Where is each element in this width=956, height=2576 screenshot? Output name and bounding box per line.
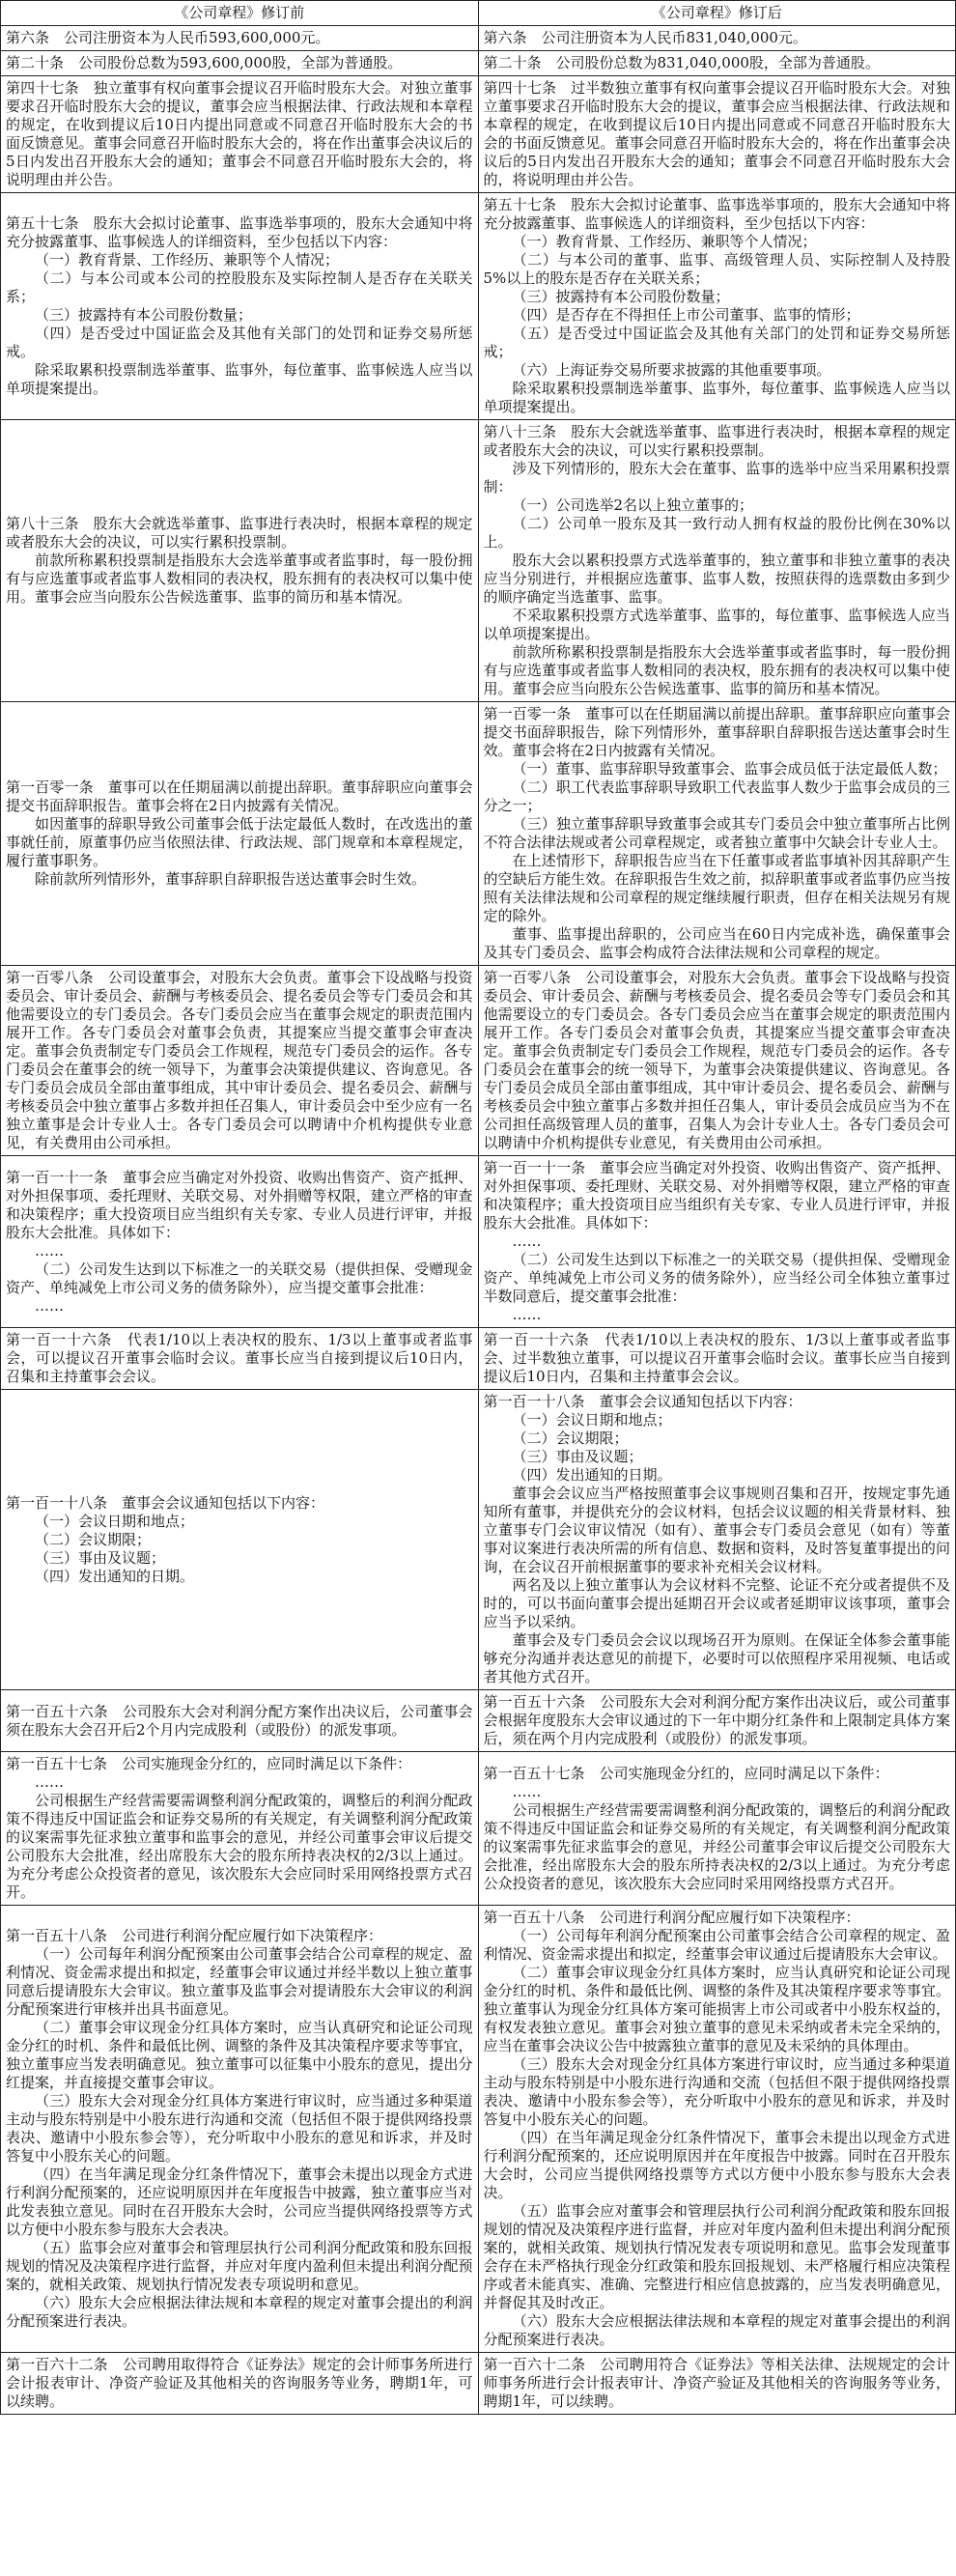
comparison-row — [1, 26, 956, 51]
clause-paragraph: 除采取累积投票制选举董事、监事外，每位董事、监事候选人应当以单项提案提出。 — [483, 380, 950, 415]
clause-paragraph: 第一百一十一条 董事会应当确定对外投资、收购出售资产、资产抵押、对外担保事项、委托理财、关联交易、对外捐赠等权限，建立严格的审查和决策程序；重大投资项目应当组织有关专家、专业人员进行评审，并报股东大会批准。具体如下： — [483, 1159, 950, 1231]
clause-paragraph: 两名及以上独立董事认为会议材料不完整、论证不充分或者提供不及时的，可以书面向董事会提出延期召开会议或者延期审议该事项，董事会应当予以采纳。 — [483, 1576, 950, 1630]
clause-paragraph: （三）披露持有本公司股份数量； — [35, 306, 253, 324]
clause-paragraph: （五）监事会应对董事会和管理层执行公司利润分配政策和股东回报规划的情况及决策程序进行监督，并应对年度内盈利但未提出利润分配预案的，就相关政策、规划执行情况发表专项说明和意见。监事会发现董事会存在未严格执行现金分红政策和股东回报规划、未严格履行相应决策程序或者未能真实、准确、完整进行相应信息披露的，应当发表明确意见，并督促其及时改正。 — [483, 2202, 950, 2311]
clause-paragraph: （四）在当年满足现金分红条件情况下，董事会未提出以现金方式进行利润分配预案的，还应说明原因并在年度报告中披露。同时在召开股东大会时，公司应当提供网络投票等方式以方便中小股东参与股东大会表决。 — [483, 2129, 950, 2201]
clause-paragraph: 第一百一十六条 代表1/10以上表决权的股东、1/3以上董事或者监事会、过半数独立董事，可以提议召开董事会临时会议。董事长应当自接到提议后10日内，召集和主持董事会会议。 — [483, 1331, 950, 1385]
clause-before-cell — [1, 966, 479, 1156]
header-row — [1, 1, 956, 26]
clause-paragraph: （四）发出通知的日期。 — [35, 1567, 195, 1585]
clause-paragraph: 第一百零一条 董事可以在任期届满以前提出辞职。董事辞职应向董事会提交书面辞职报告，除下列情形外，董事辞职自辞职报告送达董事会时生效。董事会将在2日内披露有关情况。 — [483, 705, 950, 759]
clause-paragraph: …… — [35, 1773, 64, 1791]
clause-before-cell — [1, 1752, 479, 1906]
clause-paragraph: 第一百五十八条 公司进行利润分配应履行如下决策程序： — [483, 1909, 860, 1926]
clause-paragraph: 第一百六十二条 公司聘用符合《证券法》等相关法律、法规规定的会计师事务所进行会计报表审计、净资产验证及其他相关的咨询服务等业务，聘期1年，可以续聘。 — [483, 2356, 950, 2410]
clause-paragraph: （三）披露持有本公司股份数量； — [512, 288, 730, 305]
comparison-row — [1, 966, 956, 1156]
clause-paragraph: （一）公司选举2名以上独立董事的； — [512, 496, 754, 514]
clause-paragraph: （二）与本公司或本公司的控股股东及实际控制人是否存在关联关系； — [6, 269, 473, 305]
clause-before-cell — [1, 76, 479, 193]
clause-paragraph: 第六条 公司注册资本为人民币831,040,000元。 — [483, 29, 807, 46]
comparison-row — [1, 420, 956, 702]
clause-paragraph: （三）股东大会对现金分红具体方案进行审议时，应当通过多种渠道主动与股东特别是中小股东进行沟通和交流（包括但不限于提供网络投票表决、邀请中小股东参会等），充分听取中小股东的意见和诉求，并及时答复中小股东关心的问题。 — [483, 2055, 950, 2128]
clause-paragraph: （四）在当年满足现金分红条件情况下，董事会未提出以现金方式进行利润分配预案的，还应说明原因并在年度报告中披露，独立董事应当对此发表独立意见。同时在召开股东大会时，公司应当提供网络投票等方式以方便中小股东参与股东大会表决。 — [6, 2166, 473, 2238]
clause-paragraph: 第一百五十六条 公司股东大会对利润分配方案作出决议后，或公司董事会根据年度股东大会审议通过的下一年中期分红条件和上限制定具体方案后，须在两个月内完成股利（或股份）的派发事项。 — [483, 1693, 950, 1747]
clause-paragraph: （二）公司单一股东及其一致行动人拥有权益的股份比例在30%以上。 — [483, 515, 950, 551]
clause-paragraph: 除采取累积投票制选举董事、监事外，每位董事、监事候选人应当以单项提案提出。 — [6, 361, 473, 397]
clause-paragraph: …… — [35, 1296, 64, 1315]
clause-paragraph: 如因董事的辞职导致公司董事会低于法定最低人数时，在改选出的董事就任前，原董事仍应当依照法律、行政法规、部门规章和本章程规定，履行董事职务。 — [6, 815, 473, 869]
clause-paragraph: 在上述情形下，辞职报告应当在下任董事或者监事填补因其辞职产生的空缺后方能生效。在辞职报告生效之前，拟辞职董事或者监事仍应当按照有关法律法规和公司章程的规定继续履行职责，但存在相关法规另有规定的除外。 — [483, 852, 950, 924]
clause-after-cell — [478, 702, 956, 966]
clause-paragraph: （二）公司发生达到以下标准之一的关联交易（提供担保、受赠现金资产、单纯减免上市公司义务的债务除外），应当提交董事会批准： — [6, 1260, 473, 1296]
clause-before-cell — [1, 26, 479, 51]
clause-paragraph: （三）股东大会对现金分红具体方案进行审议时，应当通过多种渠道主动与股东特别是中小股东进行沟通和交流（包括但不限于提供网络投票表决、邀请中小股东参会等），充分听取中小股东的意见和诉求，并及时答复中小股东关心的问题。 — [6, 2092, 473, 2165]
clause-paragraph: 第八十三条 股东大会就选举董事、监事进行表决时，根据本章程的规定或者股东大会的决议，可以实行累积投票制。 — [6, 515, 473, 551]
clause-paragraph: （六）股东大会应根据法律法规和本章程的规定对董事会提出的利润分配预案进行表决。 — [483, 2312, 950, 2348]
clause-paragraph: 除前款所列情形外，董事辞职自辞职报告送达董事会时生效。 — [35, 870, 427, 888]
clause-after-cell — [478, 1390, 956, 1690]
clause-paragraph: 第四十七条 独立董事有权向董事会提议召开临时股东大会。对独立董事要求召开临时股东大会的提议，董事会应当根据法律、行政法规和本章程的规定，在收到提议后10日内提出同意或不同意召开临时股东大会的书面反馈意见。董事会同意召开临时股东大会的，将在作出董事会决议后的5日内发出召开股东大会的通知；董事会不同意召开临时股东大会的，将说明理由并公告。 — [6, 79, 473, 188]
clause-paragraph: 第一百零一条 董事可以在任期届满以前提出辞职。董事辞职应向董事会提交书面辞职报告。董事会将在2日内披露有关情况。 — [6, 778, 473, 814]
clause-after-cell — [478, 1156, 956, 1328]
clause-paragraph: 董事、监事提出辞职的，公司应当在60日内完成补选，确保董事会及其专门委员会、监事会构成符合法律法规和公司章程的规定。 — [483, 925, 950, 961]
clause-paragraph: （五）是否受过中国证监会及其他有关部门的处罚和证券交易所惩戒； — [483, 325, 950, 360]
clause-paragraph: （五）监事会应对董事会和管理层执行公司利润分配政策和股东回报规划的情况及决策程序进行监督，并应对年度内盈利但未提出利润分配预案的，就相关政策、规划执行情况发表专项说明和意见。 — [6, 2239, 473, 2293]
clause-paragraph: 第五十七条 股东大会拟讨论董事、监事选举事项的，股东大会通知中将充分披露董事、监事候选人的详细资料，至少包括以下内容： — [483, 196, 950, 232]
clause-paragraph: （三）事由及议题； — [35, 1548, 166, 1567]
comparison-row — [1, 2353, 956, 2415]
clause-after-cell — [478, 51, 956, 76]
clause-paragraph: 董事会及专门委员会会议以现场召开为原则。在保证全体参会董事能够充分沟通并表达意见的前提下，必要时可以依照程序采用视频、电话或者其他方式召开。 — [483, 1631, 950, 1685]
clause-paragraph: 第一百五十七条 公司实施现金分红的，应同时满足以下条件： — [483, 1764, 889, 1782]
clause-before-cell — [1, 2353, 479, 2415]
clause-before-cell — [1, 702, 479, 966]
clause-paragraph: 公司根据生产经营需要需调整利润分配政策的，调整后的利润分配政策不得违反中国证监会和证券交易所的有关规定，有关调整利润分配政策的议案需事先征求独立董事和监事会的意见，并经公司董事会审议后提交公司股东大会批准，经出席股东大会的股东所持表决权的2/3以上通过。为充分考虑公众投资者的意见，该次股东大会应同时采用网络投票方式召开。 — [6, 1792, 473, 1901]
comparison-row — [1, 1752, 956, 1906]
clause-paragraph: 第一百五十六条 公司股东大会对利润分配方案作出决议后，公司董事会须在股东大会召开后2个月内完成股利（或股份）的派发事项。 — [6, 1702, 473, 1739]
clause-paragraph: （一）教育背景、工作经历、兼职等个人情况； — [512, 233, 817, 250]
clause-paragraph: 第一百零八条 公司设董事会，对股东大会负责。董事会下设战略与投资委员会、审计委员会、薪酬与考核委员会、提名委员会等专门委员会和其他需要设立的专门委员会。各专门委员会应当在董事会规定的职责范围内展开工作。各专门委员会对董事会负责，其提案应当提交董事会审查决定。董事会负责制定专门委员会工作规程，规范专门委员会的运作。各专门委员会在董事会的统一领导下，为董事会决策提供建议、咨询意见。各专门委员会成员全部由董事组成，其中审计委员会、提名委员会、薪酬与考核委员会中独立董事占多数并担任召集人，审计委员会中至少应有一名独立董事是会计专业人士。各专门委员会可以聘请中介机构提供专业意见，有关费用由公司承担。 — [6, 969, 473, 1151]
comparison-row — [1, 51, 956, 76]
clause-paragraph: （二）会议期限； — [512, 1430, 629, 1447]
clause-paragraph: …… — [512, 1232, 542, 1250]
clause-paragraph: （二）与本公司的董事、监事、高级管理人员、实际控制人及持股5%以上的股东是否存在关联关系； — [483, 251, 950, 287]
clause-paragraph: 不采取累积投票方式选举董事、监事的，每位董事、监事候选人应当以单项提案提出。 — [483, 607, 950, 642]
clause-paragraph: 第六条 公司注册资本为人民币593,600,000元。 — [6, 29, 330, 46]
clause-paragraph: 第五十七条 股东大会拟讨论董事、监事选举事项的，股东大会通知中将充分披露董事、监事候选人的详细资料，至少包括以下内容： — [6, 214, 473, 250]
clause-before-cell — [1, 51, 479, 76]
clause-after-cell — [478, 1328, 956, 1390]
clause-paragraph: （二）董事会审议现金分红具体方案时，应当认真研究和论证公司现金分红的时机、条件和最低比例、调整的条件及其决策程序要求等事宜，独立董事应当发表明确意见。独立董事可以征集中小股东的意见，提出分红提案，并直接提交董事会审议。 — [6, 2019, 473, 2091]
clause-paragraph: （四）是否受过中国证监会及其他有关部门的处罚和证券交易所惩戒。 — [6, 325, 473, 360]
clause-before-cell — [1, 1328, 479, 1390]
clause-paragraph: 前款所称累积投票制是指股东大会选举董事或者监事时，每一股份拥有与应选董事或者监事人数相同的表决权，股东拥有的表决权可以集中使用。董事会应当向股东公告候选董事、监事的简历和基本情况。 — [483, 643, 950, 697]
clause-after-cell — [478, 1906, 956, 2353]
clause-paragraph: （一）公司每年利润分配预案由公司董事会结合公司章程的规定、盈利情况、资金需求提出和拟定，经董事会审议通过后提请股东大会审议。 — [483, 1927, 950, 1963]
header-before: 《公司章程》修订前 — [1, 1, 479, 26]
clause-paragraph: 涉及下列情形的，股东大会在董事、监事的选举中应当采用累积投票制： — [483, 460, 950, 495]
clause-after-cell — [478, 966, 956, 1156]
clause-paragraph: 第一百一十八条 董事会会议通知包括以下内容： — [483, 1393, 802, 1410]
clause-paragraph: （六）股东大会应根据法律法规和本章程的规定对董事会提出的利润分配预案进行表决。 — [6, 2294, 473, 2330]
clause-paragraph: （二）公司发生达到以下标准之一的关联交易（提供担保、受赠现金资产、单纯减免上市公司义务的债务除外），应当经公司全体独立董事过半数同意后，提交董事会批准： — [483, 1251, 950, 1305]
clause-after-cell — [478, 1752, 956, 1906]
clause-paragraph: 第四十七条 过半数独立董事有权向董事会提议召开临时股东大会。对独立董事要求召开临时股东大会的提议，董事会应当根据法律、行政法规和本章程的规定，在收到提议后10日内提出同意或不同意召开临时股东大会的书面反馈意见。董事会同意召开临时股东大会的，将在作出董事会决议后的5日内发出召开股东大会的通知；董事会不同意召开临时股东大会的，将说明理由并公告。 — [483, 79, 950, 188]
clause-paragraph: 第二十条 公司股份总数为593,600,000股，全部为普通股。 — [6, 54, 403, 71]
comparison-row — [1, 1390, 956, 1690]
clause-before-cell — [1, 1906, 479, 2353]
clause-paragraph: 第一百一十八条 董事会会议通知包括以下内容： — [6, 1493, 325, 1512]
clause-paragraph: …… — [512, 1306, 542, 1323]
clause-before-cell — [1, 1156, 479, 1328]
clause-after-cell — [478, 76, 956, 193]
clause-paragraph: （一）会议日期和地点； — [35, 1512, 195, 1530]
comparison-row — [1, 76, 956, 193]
comparison-row — [1, 702, 956, 966]
clause-paragraph: 第一百一十六条 代表1/10以上表决权的股东、1/3以上董事或者监事会，可以提议召开董事会临时会议。董事长应当自接到提议后10日内，召集和主持董事会会议。 — [6, 1331, 473, 1385]
clause-after-cell — [478, 1690, 956, 1752]
clause-paragraph: 第一百零八条 公司设董事会，对股东大会负责。董事会下设战略与投资委员会、审计委员会、薪酬与考核委员会、提名委员会等专门委员会和其他需要设立的专门委员会。各专门委员会应当在董事会规定的职责范围内展开工作。各专门委员会对董事会负责，其提案应当提交董事会审查决定。董事会负责制定专门委员会工作规程，规范专门委员会的运作。各专门委员会在董事会的统一领导下，为董事会决策提供建议、咨询意见。各专门委员会成员全部由董事组成，其中审计委员会、提名委员会、薪酬与考核委员会中独立董事占多数并担任召集人，审计委员会成员应当为不在公司担任高级管理人员的董事，召集人为会计专业人士。各专门委员会可以聘请中介机构提供专业意见，有关费用由公司承担。 — [483, 969, 950, 1151]
clause-paragraph: 董事会会议应当严格按照董事会议事规则召集和召开，按规定事先通知所有董事，并提供充分的会议材料，包括会议议题的相关背景材料、独立董事专门会议审议情况（如有）、董事会专门委员会意见（如有）等董事对议案进行表决所需的所有信息、数据和资料，及时答复董事提出的问询，在会议召开前根据董事的要求补充相关会议材料。 — [483, 1485, 950, 1575]
clause-paragraph: …… — [35, 1241, 64, 1260]
clause-paragraph: 第一百六十二条 公司聘用取得符合《证券法》规定的会计师事务所进行会计报表审计、净资产验证及其他相关的咨询服务等业务，聘期1年，可以续聘。 — [6, 2356, 473, 2410]
comparison-row — [1, 1156, 956, 1328]
clause-paragraph: 第一百五十八条 公司进行利润分配应履行如下决策程序： — [6, 1927, 383, 1944]
clause-paragraph: 第八十三条 股东大会就选举董事、监事进行表决时，根据本章程的规定或者股东大会的决议，可以实行累积投票制。 — [483, 423, 950, 459]
clause-paragraph: （四）发出通知的日期。 — [512, 1466, 672, 1484]
clause-paragraph: 公司根据生产经营需要需调整利润分配政策的，调整后的利润分配政策不得违反中国证监会和证券交易所的有关规定，有关调整利润分配政策的议案需事先征求监事会的意见，并经公司董事会审议后提交公司股东大会批准，经出席股东大会的股东所持表决权的2/3以上通过。为充分考虑公众投资者的意见，该次股东大会应同时采用网络投票方式召开。 — [483, 1800, 950, 1892]
header-after: 《公司章程》修订后 — [478, 1, 956, 26]
clause-paragraph: （一）教育背景、工作经历、兼职等个人情况； — [35, 251, 340, 269]
clause-before-cell — [1, 1690, 479, 1752]
clause-paragraph: 第二十条 公司股份总数为831,040,000股，全部为普通股。 — [483, 54, 880, 71]
clause-paragraph: 前款所称累积投票制是指股东大会选举董事或者监事时，每一股份拥有与应选董事或者监事人数相同的表决权，股东拥有的表决权可以集中使用。董事会应当向股东公告候选董事、监事的简历和基本情况。 — [6, 552, 473, 606]
clause-paragraph: （二）会议期限； — [35, 1530, 152, 1548]
clause-after-cell — [478, 2353, 956, 2415]
clause-after-cell — [478, 420, 956, 702]
clause-after-cell — [478, 193, 956, 420]
clause-paragraph: （六）上海证券交易所要求披露的其他重要事项。 — [512, 361, 831, 379]
clause-before-cell — [1, 193, 479, 420]
comparison-row — [1, 193, 956, 420]
clause-paragraph: 第一百一十一条 董事会应当确定对外投资、收购出售资产、资产抵押、对外担保事项、委托理财、关联交易、对外捐赠等权限，建立严格的审查和决策程序；重大投资项目应当组织有关专家、专业人员进行评审，并报股东大会批准。具体如下： — [6, 1168, 473, 1241]
clause-paragraph: （三）独立董事辞职导致董事会或其专门委员会中独立董事所占比例不符合法律法规或者公司章程规定，或者独立董事中欠缺会计专业人士。 — [483, 815, 950, 851]
comparison-row — [1, 1690, 956, 1752]
comparison-row — [1, 1906, 956, 2353]
table-body — [1, 26, 956, 2415]
table-header — [1, 1, 956, 26]
clause-paragraph: （二）董事会审议现金分红具体方案时，应当认真研究和论证公司现金分红的时机、条件和最低比例、调整的条件及其决策程序要求等事宜。独立董事认为现金分红具体方案可能损害上市公司或者中小股东权益的，有权发表独立意见。董事会对独立董事的意见未采纳或者未完全采纳的，应当在董事会决议公告中披露独立董事的意见及未采纳的具体理由。 — [483, 1964, 950, 2054]
clause-paragraph: （一）公司每年利润分配预案由公司董事会结合公司章程的规定、盈利情况、资金需求提出和拟定，经董事会审议通过并经半数以上独立董事同意后提请股东大会审议。独立董事及监事会对提请股东大会审议的利润分配预案进行审核并出具书面意见。 — [6, 1945, 473, 2018]
clause-after-cell — [478, 26, 956, 51]
clause-before-cell — [1, 420, 479, 702]
clause-paragraph: （三）事由及议题； — [512, 1448, 643, 1465]
clause-paragraph: 股东大会以累积投票方式选举董事的，独立董事和非独立董事的表决应当分别进行，并根据应选董事、监事人数，按照获得的选票数由多到少的顺序确定当选董事、监事。 — [483, 552, 950, 606]
comparison-row — [1, 1328, 956, 1390]
clause-paragraph: （四）是否存在不得担任上市公司董事、监事的情形； — [512, 306, 860, 324]
clause-paragraph: 第一百五十七条 公司实施现金分红的，应同时满足以下条件： — [6, 1755, 412, 1772]
clause-paragraph: …… — [512, 1782, 542, 1800]
clause-paragraph: （一）董事、监事辞职导致董事会、监事会成员低于法定最低人数； — [512, 760, 947, 778]
clause-before-cell — [1, 1390, 479, 1690]
clause-paragraph: （二）职工代表监事辞职导致职工代表监事人数少于监事会成员的三分之一； — [483, 778, 950, 814]
clause-paragraph: （一）会议日期和地点； — [512, 1411, 672, 1429]
